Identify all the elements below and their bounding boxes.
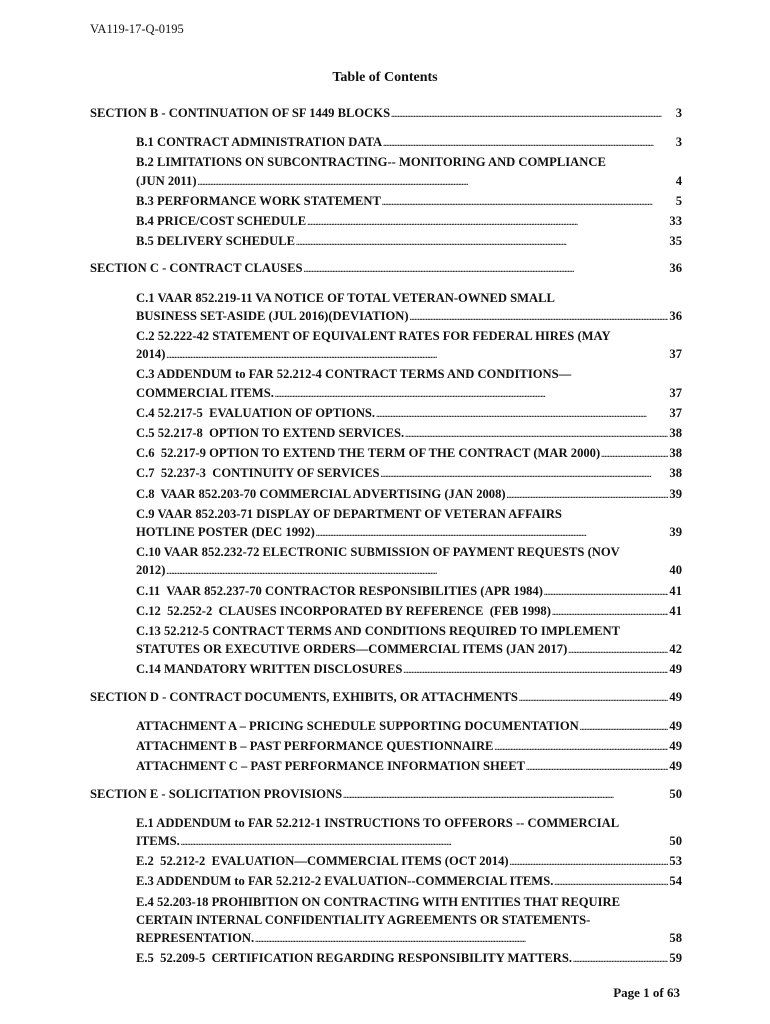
toc-entry-text: ATTACHMENT C – PAST PERFORMANCE INFORMATION SHEET (136, 759, 526, 774)
toc-page-number: 3 (675, 106, 682, 120)
toc-entry-text: C.9 VAAR 852.203-71 DISPLAY OF DEPARTMENT OF VETERAN AFFAIRS (136, 506, 562, 521)
toc-entry-text: B.5 DELIVERY SCHEDULE (136, 234, 295, 249)
toc-subsection-entry[interactable] (90, 852, 682, 872)
toc-entry-text: E.4 52.203-18 PROHIBITION ON CONTRACTING WITH ENTITIES THAT REQUIRE (136, 894, 621, 909)
toc-entry-text: 2014) (136, 347, 166, 362)
toc-entry-text: C.14 MANDATORY WRITTEN DISCLOSURES (136, 662, 403, 677)
toc-page-number: 42 (669, 642, 682, 657)
toc-subsection-entry[interactable] (90, 444, 682, 464)
toc-entry-line (136, 582, 682, 602)
toc-entry-text: E.1 ADDENDUM to FAR 52.212-1 INSTRUCTIONS TO OFFERORS -- COMMERCIAL (136, 815, 620, 830)
toc-subsection-entry[interactable] (90, 602, 682, 622)
toc-subsection-entry[interactable] (90, 660, 682, 680)
toc-entry-text: BUSINESS SET-ASIDE (JUL 2016)(DEVIATION) (136, 308, 409, 323)
toc-entry-line (136, 717, 682, 737)
toc-page-number: 41 (669, 583, 682, 598)
toc-subsection-entry[interactable] (90, 872, 682, 892)
toc-entry-line (136, 133, 682, 153)
toc-entry-text: B.4 PRICE/COST SCHEDULE (136, 214, 307, 229)
toc-page-number: 50 (669, 786, 682, 801)
toc-subsection-entry[interactable] (90, 365, 682, 403)
toc-page-number: 37 (669, 405, 682, 420)
dot-leader (381, 464, 669, 484)
toc-subsection-entry[interactable] (90, 232, 682, 252)
dot-leader (510, 852, 669, 872)
toc-page-number: 4 (675, 173, 682, 188)
toc-page-number: 39 (669, 525, 682, 540)
toc-subsection-entry[interactable] (90, 464, 682, 484)
toc-page-number: 40 (669, 563, 682, 578)
toc-page-number: 36 (669, 261, 682, 276)
toc-page-number: 39 (669, 486, 682, 501)
toc-entry-text: SECTION E - SOLICITATION PROVISIONS (90, 786, 343, 801)
toc-entry-text: E.5 52.209-5 CERTIFICATION REGARDING RESPONSIBILITY MATTERS. (136, 951, 572, 966)
toc-entry-line (136, 384, 682, 404)
toc-title: Table of Contents (332, 70, 438, 85)
toc-entry-text: C.12 52.252-2 CLAUSES INCORPORATED BY REFERENCE (FEB 1998) (136, 603, 551, 618)
toc-page-number: 59 (669, 951, 682, 966)
toc-subsection-entry[interactable] (90, 737, 682, 757)
toc-entry-text: E.2 52.212-2 EVALUATION—COMMERCIAL ITEMS (OCT 2014) (136, 854, 509, 869)
toc-entry-text: C.10 VAAR 852.232-72 ELECTRONIC SUBMISSION OF PAYMENT REQUESTS (NOV (136, 545, 620, 560)
toc-page-number: 54 (669, 874, 682, 889)
dot-leader (181, 832, 669, 852)
dot-leader (382, 192, 675, 212)
dot-leader (526, 757, 668, 777)
toc-entry-text: C.5 52.217-8 OPTION TO EXTEND SERVICES. (136, 426, 405, 441)
dot-leader (410, 307, 669, 327)
toc-page-number: 49 (669, 689, 682, 704)
dot-leader (554, 872, 668, 892)
toc-entry-text: C.4 52.217-5 EVALUATION OF OPTIONS. (136, 405, 376, 420)
toc-entry-text: HOTLINE POSTER (DEC 1992) (136, 525, 315, 540)
dot-leader (166, 345, 668, 365)
toc-entry-text: C.6 52.217-9 OPTION TO EXTEND THE TERM OF THE CONTRACT (MAR 2000) (136, 446, 601, 461)
toc-entry-line (136, 404, 682, 424)
toc-page-number: 38 (669, 426, 682, 441)
toc-page-number: 38 (669, 446, 682, 461)
dot-leader (580, 717, 669, 737)
toc-subsection-entry[interactable] (90, 327, 682, 365)
toc-entry-line (136, 444, 682, 464)
toc-entry-text: 2012) (136, 563, 166, 578)
dot-leader (307, 212, 668, 232)
toc-page-number: 36 (669, 308, 682, 323)
toc-entry-line (136, 640, 682, 660)
toc-subsection-entry[interactable] (90, 757, 682, 777)
toc-entry-line (136, 737, 682, 757)
dot-leader (544, 582, 668, 602)
toc-subsection-entry[interactable] (90, 543, 682, 581)
dot-leader (296, 232, 668, 252)
toc-page-number: 5 (675, 193, 682, 208)
toc-entry-text: C.8 VAAR 852.203-70 COMMERCIAL ADVERTISING (JAN 2008) (136, 486, 506, 501)
toc-entry-text: C.7 52.237-3 CONTINUITY OF SERVICES (136, 466, 380, 481)
toc-entry-line (90, 785, 682, 805)
dot-leader (403, 660, 668, 680)
toc-subsection-entry[interactable] (90, 133, 682, 153)
toc-entry-line (136, 232, 682, 252)
toc-page-number: 37 (669, 347, 682, 362)
toc-subsection-entry[interactable] (90, 893, 682, 950)
toc-entry-line (136, 852, 682, 872)
dot-leader (552, 602, 668, 622)
toc-page-number: 58 (669, 930, 682, 945)
toc-entry-text: COMMERCIAL ITEMS. (136, 385, 274, 400)
page-number: Page 1 of 63 (613, 985, 680, 1000)
dot-leader (391, 104, 675, 124)
toc-section-entry[interactable] (90, 259, 682, 279)
toc-entry-line (136, 561, 682, 581)
dot-leader (568, 640, 668, 660)
toc-entry-text: B.2 LIMITATIONS ON SUBCONTRACTING-- MONITORING AND COMPLIANCE (136, 155, 606, 170)
toc-section-entry[interactable] (90, 688, 682, 708)
toc-subsection-entry[interactable] (90, 949, 682, 969)
toc-entry-line (136, 602, 682, 622)
dot-leader (198, 172, 675, 192)
dot-leader (601, 444, 668, 464)
toc-entry-line (136, 929, 682, 949)
toc-subsection-entry[interactable] (90, 192, 682, 212)
toc-entry-text: C.11 VAAR 852.237-70 CONTRACTOR RESPONSIBILITIES (APR 1984) (136, 583, 543, 598)
toc-subsection-entry[interactable] (90, 404, 682, 424)
toc-subsection-entry[interactable] (90, 505, 682, 543)
toc-entry-text: E.3 ADDENDUM to FAR 52.212-2 EVALUATION--COMMERCIAL ITEMS. (136, 874, 554, 889)
toc-entry-line (136, 832, 682, 852)
toc-subsection-entry[interactable] (90, 814, 682, 852)
toc-subsection-entry[interactable] (90, 485, 682, 505)
toc-entry-line (136, 757, 682, 777)
toc-entry-line (136, 523, 682, 543)
toc-entry-line (136, 212, 682, 232)
toc-entry-text: C.3 ADDENDUM to FAR 52.212-4 CONTRACT TERMS AND CONDITIONS— (136, 367, 572, 382)
toc-section-entry[interactable] (90, 785, 682, 805)
toc-subsection-entry[interactable] (90, 622, 682, 660)
toc-entry-line (90, 688, 682, 708)
toc-subsection-entry[interactable] (90, 582, 682, 602)
toc-page-number: 49 (669, 759, 682, 774)
toc-page-number: 50 (669, 833, 682, 848)
toc-entry-line (136, 660, 682, 680)
toc-entry-line (136, 345, 682, 365)
toc-entry-text: REPRESENTATION. (136, 930, 255, 945)
dot-leader (255, 929, 668, 949)
toc-entry-line (136, 872, 682, 892)
dot-leader (573, 949, 668, 969)
toc-page-number: 35 (669, 234, 682, 249)
dot-leader (275, 384, 669, 404)
toc-entry-text: ATTACHMENT B – PAST PERFORMANCE QUESTIONNAIRE (136, 739, 494, 754)
toc-entry-text: STATUTES OR EXECUTIVE ORDERS—COMMERCIAL ITEMS (JAN 2017) (136, 642, 568, 657)
toc-subsection-entry[interactable] (90, 289, 682, 327)
toc-entry-text: SECTION C - CONTRACT CLAUSES (90, 261, 303, 276)
toc-entry-text: C.1 VAAR 852.219-11 VA NOTICE OF TOTAL VETERAN-OWNED SMALL (136, 290, 555, 305)
toc-page-number: 37 (669, 385, 682, 400)
dot-leader (405, 424, 668, 444)
toc-entry-line (136, 464, 682, 484)
toc-entry-line (90, 104, 682, 124)
dot-leader (166, 561, 668, 581)
toc-subsection-entry[interactable] (90, 717, 682, 737)
dot-leader (376, 404, 668, 424)
toc-page-number: 49 (669, 718, 682, 733)
toc-entry-text: SECTION B - CONTINUATION OF SF 1449 BLOCKS (90, 106, 391, 120)
toc-entry-text: SECTION D - CONTRACT DOCUMENTS, EXHIBITS, OR ATTACHMENTS (90, 689, 518, 704)
toc-entry-text: (JUN 2011) (136, 173, 197, 188)
toc-page-number: 49 (669, 739, 682, 754)
toc-subsection-entry[interactable] (90, 424, 682, 444)
table-of-contents (90, 104, 682, 969)
toc-page-number: 3 (675, 135, 682, 150)
toc-entry-text: ATTACHMENT A – PRICING SCHEDULE SUPPORTING DOCUMENTATION (136, 718, 579, 733)
toc-entry-line (136, 307, 682, 327)
toc-entry-text: B.3 PERFORMANCE WORK STATEMENT (136, 193, 381, 208)
toc-page-number: 38 (669, 466, 682, 481)
document-id: VA119-17-Q-0195 (90, 22, 184, 36)
toc-entry-text: B.1 CONTRACT ADMINISTRATION DATA (136, 135, 383, 150)
dot-leader (304, 259, 669, 279)
toc-entry-line (136, 949, 682, 969)
dot-leader (343, 785, 668, 805)
toc-page-number: 53 (669, 854, 682, 869)
toc-entry-line (136, 485, 682, 505)
toc-entry-line (136, 172, 682, 192)
toc-subsection-entry[interactable] (90, 212, 682, 232)
toc-entry-line (90, 259, 682, 279)
toc-page-number: 33 (669, 214, 682, 229)
toc-entry-line (136, 192, 682, 212)
dot-leader (494, 737, 668, 757)
dot-leader (383, 133, 675, 153)
toc-page-number: 41 (669, 603, 682, 618)
toc-entry-text: CERTAIN INTERNAL CONFIDENTIALITY AGREEMENTS OR STATEMENTS- (136, 912, 591, 927)
toc-entry-text: C.2 52.222-42 STATEMENT OF EQUIVALENT RATES FOR FEDERAL HIRES (MAY (136, 329, 611, 344)
dot-leader (316, 523, 669, 543)
toc-subsection-entry[interactable] (90, 153, 682, 191)
toc-entry-line (136, 424, 682, 444)
toc-section-entry[interactable] (90, 104, 682, 124)
toc-page-number: 49 (669, 662, 682, 677)
dot-leader (507, 485, 669, 505)
toc-entry-text: C.13 52.212-5 CONTRACT TERMS AND CONDITIONS REQUIRED TO IMPLEMENT (136, 624, 620, 639)
toc-entry-text: ITEMS. (136, 833, 180, 848)
dot-leader (519, 688, 668, 708)
